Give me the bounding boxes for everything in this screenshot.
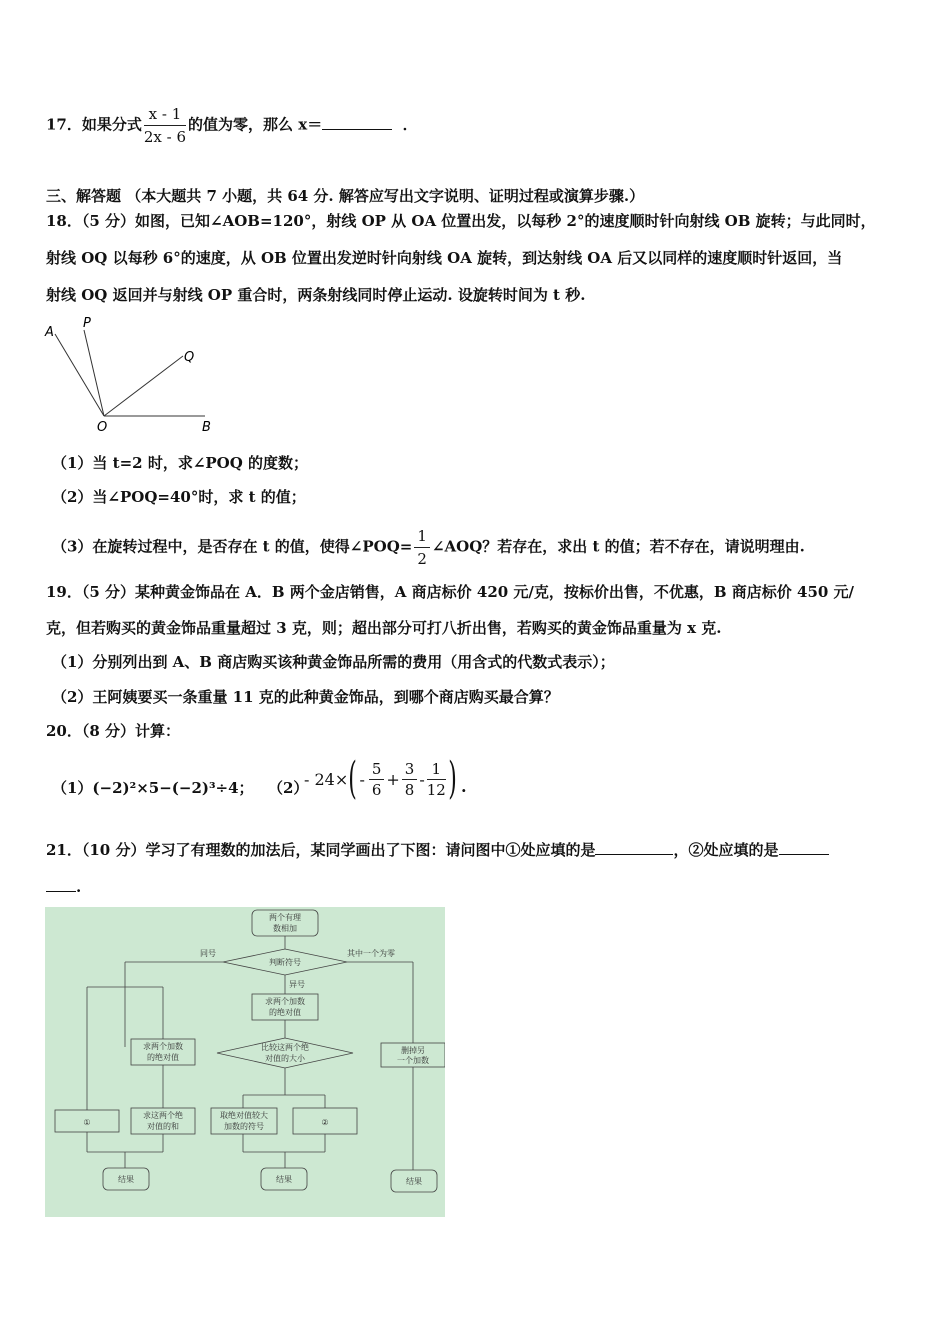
f2-numerator: 3 — [402, 760, 418, 780]
compare-text-1: 比较这两个绝 — [261, 1043, 309, 1052]
expr-sign-1: - — [359, 769, 365, 789]
box-1-marker: ① — [83, 1118, 91, 1127]
expr-sign-2: + — [386, 769, 400, 789]
q18-angle-figure — [40, 312, 230, 437]
end-mid-text: 结果 — [276, 1175, 292, 1184]
q21-text-b: ，②处应填的是 — [673, 841, 779, 859]
q17-suffix: 的值为零，那么 x＝ — [188, 115, 323, 134]
expr-end: . — [461, 776, 467, 796]
f3-numerator: 1 — [427, 760, 446, 780]
expr-fraction-1 — [369, 760, 385, 799]
abs-same-text-1: 求两个加数 — [143, 1042, 183, 1051]
take-sign-text-1: 取绝对值较大 — [220, 1111, 268, 1120]
q21-text-a: 21．（10 分）学习了有理数的加法后，某同学画出了下图：请问图中①处应填的是 — [46, 841, 596, 859]
label-p: P — [83, 316, 91, 331]
q19-line-1: 19．（5 分）某种黄金饰品在 A．B 两个金店销售，A 商店标价 420 元/克，按标价出售，不优惠，B 商店标价 450 元/ — [46, 583, 855, 601]
end-left-text: 结果 — [118, 1175, 134, 1184]
f2-denominator: 8 — [404, 780, 415, 799]
q18-half-fraction — [414, 526, 430, 569]
abs-diff-text-2: 的绝对值 — [269, 1008, 301, 1017]
right-paren: ) — [448, 753, 457, 804]
q20-title: 20．（8 分）计算： — [46, 722, 181, 740]
f1-denominator: 6 — [371, 780, 382, 799]
q20-part-1: （1）(−2)²×5−(−2)³÷4； — [52, 779, 254, 797]
expr-sign-3: - — [419, 769, 425, 789]
q21-line-2 — [46, 875, 81, 897]
half-numerator: 1 — [414, 526, 430, 548]
q21-blank-2-start[interactable] — [779, 838, 829, 855]
q18-sub-1: （1）当 t=2 时，求∠POQ 的度数； — [52, 454, 309, 472]
half-denominator: 2 — [417, 550, 427, 568]
q21-blank-2-end[interactable] — [46, 875, 76, 892]
q20-expression — [304, 754, 467, 804]
q19-sub-2: （2）王阿姨要买一条重量 11 克的此种黄金饰品，到哪个商店购买最合算？ — [52, 688, 559, 706]
delete-text-2: 一个加数 — [397, 1056, 429, 1065]
label-o: O — [97, 420, 108, 435]
section-3-title: 三、解答题 （本大题共 7 小题，共 64 分. 解答应写出文字说明、证明过程或演算步骤.） — [46, 187, 645, 205]
start-text-2: 数相加 — [273, 924, 297, 933]
q17-fraction — [144, 104, 186, 147]
question-17 — [46, 104, 418, 147]
q21-flowchart — [45, 907, 445, 1217]
ray-oa — [55, 334, 104, 416]
same-sign-label: 同号 — [200, 949, 216, 958]
abs-same-text-2: 的绝对值 — [147, 1053, 179, 1062]
delete-text-1: 删掉另 — [401, 1046, 425, 1055]
q18-sub-3-part-a: （3）在旋转过程中，是否存在 t 的值，使得∠POQ= — [52, 537, 413, 556]
q21-line-1 — [46, 838, 829, 860]
start-text-1: 两个有理 — [269, 913, 301, 922]
take-sign-text-2: 加数的符号 — [224, 1122, 264, 1131]
q17-end: ． — [402, 115, 418, 134]
f1-numerator: 5 — [369, 760, 385, 780]
q17-answer-blank[interactable] — [322, 113, 392, 130]
q19-sub-1: （1）分别列出到 A、B 商店购买该种黄金饰品所需的费用（用含式的代数式表示）； — [52, 653, 615, 671]
left-paren: ( — [348, 753, 358, 804]
q17-prefix: 17．如果分式 — [46, 115, 142, 134]
label-a: A — [45, 325, 54, 340]
expr-lead: - 24× — [304, 769, 349, 789]
q19-line-2: 克，但若购买的黄金饰品重量超过 3 克，则；超出部分可打八折出售，若购买的黄金饰品重量为 x 克. — [46, 619, 722, 637]
ray-oq — [104, 356, 183, 416]
q18-line-1: 18．（5 分）如图，已知∠AOB=120°，射线 OP 从 OA 位置出发，以每秒 2°的速度顺时针向射线 OB 旋转；与此同时， — [46, 212, 876, 230]
q17-frac-numerator: x - 1 — [144, 104, 186, 126]
expr-fraction-3 — [427, 760, 446, 799]
sum-abs-text-1: 求这两个绝 — [143, 1111, 183, 1120]
expr-fraction-2 — [402, 760, 418, 799]
label-b: B — [202, 420, 211, 435]
q21-end: . — [76, 878, 82, 896]
compare-text-2: 对值的大小 — [265, 1054, 305, 1063]
f3-denominator: 12 — [426, 780, 446, 799]
q21-blank-1[interactable] — [595, 838, 673, 855]
q18-line-3: 射线 OQ 返回并与射线 OP 重合时，两条射线同时停止运动. 设旋转时间为 t 秒. — [46, 286, 586, 304]
decision-sign-text: 判断符号 — [269, 958, 301, 967]
q18-sub-3-part-b: ∠AOQ？若存在，求出 t 的值；若不存在，请说明理由. — [431, 537, 805, 556]
diff-sign-label: 异号 — [289, 980, 305, 989]
one-zero-label: 其中一个为零 — [347, 949, 395, 958]
ray-op — [84, 330, 104, 416]
end-right-text: 结果 — [406, 1177, 422, 1186]
q17-frac-denominator: 2x - 6 — [143, 128, 187, 146]
abs-diff-text-1: 求两个加数 — [265, 997, 305, 1006]
q20-part-2-label: （2） — [268, 779, 309, 797]
q18-sub-3 — [52, 526, 805, 569]
q18-sub-2: （2）当∠POQ=40°时，求 t 的值； — [52, 488, 306, 506]
label-q: Q — [184, 350, 195, 365]
box-2-marker: ② — [321, 1118, 329, 1127]
sum-abs-text-2: 对值的和 — [147, 1122, 179, 1131]
q18-line-2: 射线 OQ 以每秒 6°的速度，从 OB 位置出发逆时针向射线 OA 旋转，到达射线 OA 后又以同样的速度顺时针返回，当 — [46, 249, 843, 267]
